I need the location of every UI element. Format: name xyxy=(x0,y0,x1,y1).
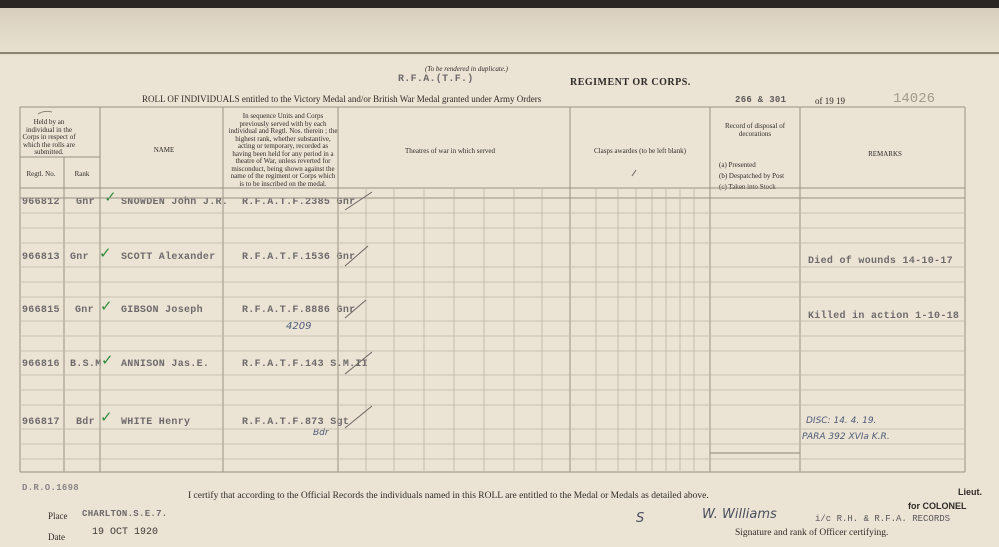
row-remarks: DISC: 14. 4. 19. xyxy=(806,416,877,426)
army-orders-number: 266 & 301 xyxy=(735,95,787,105)
document-sheet xyxy=(0,8,999,547)
row-regtl-no: 966817 xyxy=(22,417,60,428)
row-rank: Gnr xyxy=(76,197,95,208)
row-units: R.F.A.T.F.2385 Gnr xyxy=(242,197,356,208)
records-office: i/c R.H. & R.F.A. RECORDS xyxy=(815,514,951,524)
row-name: WHITE Henry xyxy=(121,417,191,428)
check-mark-icon: ✓ xyxy=(100,297,113,315)
regiment-name: R.F.A.(T.F.) xyxy=(398,74,474,85)
row-remarks-note: PARA 392 XVIa K.R. xyxy=(802,432,890,442)
check-mark-icon: ✓ xyxy=(104,188,117,206)
row-units-note: 4209 xyxy=(286,321,312,332)
check-mark-icon: ✓ xyxy=(99,244,112,262)
certification-text: I certify that according to the Official Records the individuals named in this ROLL are entitled to the Medal or Medals as detailed above. xyxy=(188,491,709,501)
roll-title: ROLL OF INDIVIDUALS entitled to the Victory Medal and/or British War Medal granted under Army Orders xyxy=(142,94,542,104)
row-regtl-no: 966815 xyxy=(22,305,60,316)
row-name: SNOWDEN John J.R. xyxy=(121,197,229,208)
place-label: Place xyxy=(48,511,68,521)
signature-caption: Signature and rank of Officer certifying. xyxy=(735,528,889,538)
form-reference: D.R.O.1698 xyxy=(22,483,80,493)
remarks-header: REMARKS xyxy=(868,150,902,158)
disposal-option-a: (a) Presented xyxy=(719,161,756,169)
page-number-stamp: 14026 xyxy=(893,91,936,107)
for-colonel: for COLONEL xyxy=(908,501,967,511)
disposal-option-b: (b) Despatched by Post xyxy=(719,172,785,180)
theatres-header: Theatres of war in which served xyxy=(405,147,495,155)
rank-lieut: Lieut. xyxy=(958,487,982,497)
roll-year: of 19 19 xyxy=(815,96,845,106)
row-name: SCOTT Alexander xyxy=(121,252,216,263)
table-ruling xyxy=(0,8,999,547)
check-mark-icon: ✓ xyxy=(101,351,114,369)
row-rank: Gnr xyxy=(75,305,94,316)
row-units: R.F.A.T.F.8886 Gnr xyxy=(242,305,356,316)
duplicate-note: (To be rendered in duplicate.) xyxy=(425,65,509,73)
row-units-note: Bdr xyxy=(313,428,329,438)
row-rank: Bdr xyxy=(76,417,95,428)
row-name: GIBSON Joseph xyxy=(121,305,203,316)
row-units: R.F.A.T.F.1536 Gnr xyxy=(242,252,356,263)
regtl-no-header: Regtl. No. xyxy=(26,170,56,178)
date-stamp: 19 OCT 1920 xyxy=(92,527,159,538)
row-name: ANNISON Jas.E. xyxy=(121,359,210,370)
row-units: R.F.A.T.F.143 S.M.II xyxy=(242,359,369,370)
row-regtl-no: 966812 xyxy=(22,197,60,208)
row-remarks: Killed in action 1-10-18 xyxy=(808,311,960,322)
rank-header: Rank xyxy=(74,170,90,178)
row-regtl-no: 966813 xyxy=(22,252,60,263)
disposal-option-c: (c) Taken into Stock xyxy=(719,183,776,191)
row-remarks: Died of wounds 14-10-17 xyxy=(808,256,953,267)
disposal-header: Record of disposal of decorations xyxy=(724,122,786,138)
date-label: Date xyxy=(48,532,65,542)
held-by-header: Held by an individual in the Corps in respect of which the rolls are submitted. xyxy=(22,118,76,156)
handwritten-mark: S xyxy=(636,511,645,526)
row-rank: Gnr xyxy=(70,252,89,263)
units-corps-header: In sequence Units and Corps previously served with by each individual and Regtl. Nos. therein ; the highest rank, whether substantive, acting or temporary, recorded as having been held for any period in a theatre of War, unless reverted for misconduct, being shown against the name of the regiment or Corps which is to be inscribed on the medal. xyxy=(228,112,338,188)
check-mark-icon: ✓ xyxy=(100,408,113,426)
row-units: R.F.A.T.F.873 Sgt xyxy=(242,417,350,428)
regiment-or-corps-label: REGIMENT OR CORPS. xyxy=(570,77,691,88)
clasps-header: Clasps awardes (to be left blank) xyxy=(594,147,686,155)
row-regtl-no: 966816 xyxy=(22,359,60,370)
place-value: CHARLTON.S.E.7. xyxy=(82,509,168,519)
officer-signature: W. Williams xyxy=(702,507,777,522)
row-rank: B.S.M xyxy=(70,359,102,370)
name-header: NAME xyxy=(153,146,175,154)
